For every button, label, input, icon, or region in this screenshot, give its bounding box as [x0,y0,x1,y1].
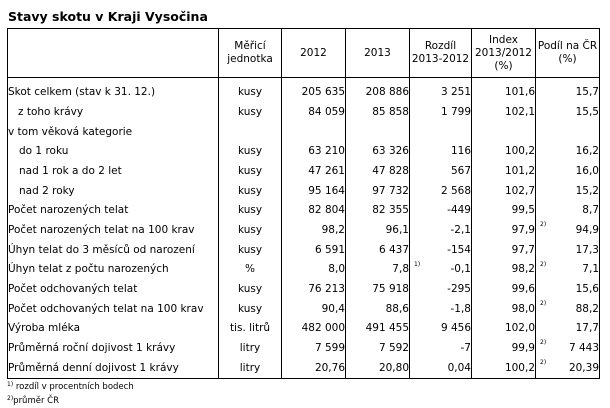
row-name [8,181,219,201]
row-share-text: 17,3 [575,243,599,256]
row-name [8,319,219,339]
row-value-2013 [346,200,410,220]
row-diff-text: 567 [450,164,471,177]
header-unit: Měřicí jednotka [219,29,282,78]
row-value-2012 [282,102,346,122]
row-value-2012-text: 63 210 [308,145,345,158]
row-diff-text: -1,8 [450,302,471,315]
table-row [8,161,600,181]
row-share [536,141,600,161]
row-value-2012 [282,200,346,220]
row-value-2012 [282,240,346,260]
row-name [8,122,219,142]
row-value-2012 [282,260,346,280]
header-index: Index 2013/2012 (%) [472,29,536,78]
row-value-2012-text: 8,0 [328,263,345,276]
row-value-2012 [282,338,346,358]
row-unit [219,240,282,260]
row-value-2012-text: 20,76 [314,361,345,374]
table-row [8,220,600,240]
row-unit [219,78,282,103]
footnote-mark: 2) [540,299,547,307]
row-index-text: 101,6 [504,86,535,98]
row-name-text: Výroba mléka [8,322,80,335]
row-index [472,200,536,220]
row-diff-text: -449 [447,204,471,217]
row-value-2012 [282,319,346,339]
row-value-2013 [346,260,410,280]
row-unit [219,220,282,240]
row-name-text: Úhyn telat z počtu narozených [8,263,169,276]
row-index-text: 102,7 [504,184,535,197]
row-name-text: nad 2 roky [19,184,75,197]
row-value-2013-text: 85 858 [372,105,409,118]
row-share-text: 15,6 [575,283,599,296]
row-index-text: 102,0 [504,322,535,335]
row-unit [219,200,282,220]
header-name [8,29,219,78]
table-row [8,279,600,299]
row-share-text: 7 443 [568,342,599,355]
header-diff: Rozdíl 2013-2012 [410,29,472,78]
row-value-2013 [346,240,410,260]
row-diff [410,200,472,220]
row-index [472,141,536,161]
table-row [8,102,600,122]
row-value-2013-text: 208 886 [365,86,409,98]
row-share [536,338,600,358]
row-value-2013 [346,338,410,358]
row-diff-text: 9 456 [440,322,471,335]
row-name-text: Skot celkem (stav k 31. 12.) [8,86,156,98]
row-share [536,279,600,299]
row-value-2012 [282,122,346,142]
table-body [8,78,600,379]
row-diff [410,358,472,378]
row-value-2012 [282,78,346,103]
row-value-2013-text: 7,8 [392,263,409,276]
row-diff [410,141,472,161]
table-row [8,78,600,103]
row-unit-text: % [245,263,255,276]
footnote-mark: 2) [540,358,547,366]
row-name-text: v tom věková kategorie [8,125,133,138]
row-unit-text: litry [239,361,261,374]
row-name-text: z toho krávy [18,105,84,118]
row-value-2013-text: 75 918 [372,283,409,296]
row-index [472,78,536,103]
row-value-2012-text: 47 261 [308,164,345,177]
row-diff-text: -295 [447,283,471,296]
row-name [8,200,219,220]
row-share [536,161,600,181]
row-index [472,279,536,299]
row-share [536,122,600,142]
row-diff-text: 0,04 [447,361,471,374]
row-name [8,220,219,240]
row-value-2013-text: 97 732 [372,184,409,197]
footnote-mark: 2) [540,260,547,268]
row-unit [219,181,282,201]
row-index [472,338,536,358]
row-name-text: nad 1 rok a do 2 let [19,164,122,177]
row-index-text: 98,2 [511,263,535,276]
row-value-2013 [346,161,410,181]
row-value-2013 [346,358,410,378]
row-index-text: 100,2 [504,145,535,158]
row-index [472,240,536,260]
row-share-text: 15,7 [575,86,599,98]
row-unit [219,358,282,378]
row-index [472,161,536,181]
row-name-text: do 1 roku [19,145,69,158]
row-share-text: 15,5 [575,105,599,118]
row-index [472,102,536,122]
row-name [8,102,219,122]
row-value-2012-text: 95 164 [308,184,345,197]
row-share-text: 88,2 [575,302,599,315]
row-index-text: 98,0 [511,302,535,315]
row-value-2012 [282,299,346,319]
row-share-text: 20,39 [568,361,599,374]
row-share [536,358,600,378]
table-row [8,338,600,358]
row-value-2012 [282,161,346,181]
row-unit [219,122,282,142]
row-unit-text: kusy [237,223,263,236]
row-value-2013-text: 63 326 [372,145,409,158]
row-diff [410,220,472,240]
row-value-2012-text: 84 059 [308,105,345,118]
row-value-2013 [346,78,410,103]
row-index-text: 97,9 [511,223,535,236]
row-value-2013-text: 96,1 [385,223,409,236]
row-value-2012-text: 6 591 [314,243,345,256]
row-name [8,161,219,181]
row-share-text: 16,2 [575,145,599,158]
row-share [536,299,600,319]
row-diff-text: 116 [450,145,471,158]
row-diff [410,181,472,201]
footnote-mark: 1) [414,260,421,268]
table-row [8,200,600,220]
row-name-text: Úhyn telat do 3 měsíců od narození [8,243,195,256]
row-share [536,102,600,122]
row-unit-text: kusy [237,105,263,118]
row-name-text: Počet odchovaných telat na 100 krav [8,302,204,315]
row-unit-text: kusy [237,204,263,217]
footnotes [7,379,134,407]
row-unit [219,141,282,161]
row-diff-text: 2 568 [440,184,471,197]
row-value-2012-text: 90,4 [321,302,345,315]
row-diff-text: -7 [460,342,471,355]
row-share-text: 15,2 [575,184,599,197]
footnote-mark: 2) [540,339,547,347]
row-unit [219,102,282,122]
row-value-2012-text: 482 000 [301,322,345,335]
footnote-2: $^{2)}$průměr ČR [7,395,59,406]
row-index-text: 101,2 [504,164,535,177]
table-row [8,319,600,339]
row-unit [219,161,282,181]
row-value-2013-text: 491 455 [365,322,409,335]
row-diff [410,279,472,299]
row-name-text: Průměrná denní dojivost 1 krávy [8,361,179,374]
footnote-mark: 2) [540,221,547,229]
row-value-2012 [282,141,346,161]
row-unit-text: litry [239,342,261,355]
row-value-2013-text: 7 592 [378,342,409,355]
table-row [8,122,600,142]
row-value-2012 [282,220,346,240]
row-diff-text: -154 [447,243,471,256]
header-row [8,29,600,78]
row-share [536,319,600,339]
row-share-text: 17,7 [575,322,599,335]
row-name [8,240,219,260]
row-index-text: 99,6 [511,283,535,296]
row-index [472,220,536,240]
row-diff [410,78,472,103]
row-unit-text: tis. litrů [229,322,271,335]
row-index-text: 97,7 [511,243,535,256]
row-name-text: Počet narozených telat [8,204,129,217]
row-value-2013 [346,122,410,142]
row-share-text: 7,1 [582,263,599,276]
row-index [472,299,536,319]
row-name-text: Počet narozených telat na 100 krav [8,223,195,236]
row-index [472,260,536,280]
row-unit-text: kusy [237,283,263,296]
row-share-text: 94,9 [575,223,599,236]
row-value-2013 [346,299,410,319]
row-index [472,358,536,378]
table-row [8,240,600,260]
row-unit [219,338,282,358]
row-name [8,141,219,161]
header-share: Podíl na ČR (%) [536,29,600,78]
row-unit-text: kusy [237,164,263,177]
row-index-text: 99,5 [511,204,535,217]
row-name [8,338,219,358]
row-value-2012-text: 82 804 [308,204,345,217]
row-diff-text: -0,1 [450,263,471,276]
row-diff [410,122,472,142]
row-value-2012 [282,279,346,299]
row-share [536,260,600,280]
row-value-2012-text: 7 599 [314,342,345,355]
row-diff-text: 3 251 [440,86,471,98]
row-name [8,279,219,299]
row-value-2013-text: 88,6 [385,302,409,315]
table-row [8,141,600,161]
footnote-1: $^{1)}$ rozdíl v procentních bodech [7,381,134,392]
row-index-text: 102,1 [504,105,535,118]
row-name [8,260,219,280]
row-value-2012-text: 205 635 [301,86,345,98]
row-index [472,122,536,142]
row-unit [219,260,282,280]
row-diff [410,161,472,181]
row-value-2012 [282,181,346,201]
table-row [8,260,600,280]
row-unit [219,319,282,339]
row-name [8,78,219,103]
row-name [8,358,219,378]
row-share-text: 16,0 [575,164,599,177]
row-value-2013-text: 6 437 [378,243,409,256]
row-diff [410,260,472,280]
row-share [536,220,600,240]
row-index-text: 100,2 [504,361,535,374]
row-unit [219,299,282,319]
row-value-2013 [346,102,410,122]
row-diff-text: -2,1 [450,223,471,236]
row-diff [410,240,472,260]
row-share [536,200,600,220]
row-value-2013-text: 20,80 [378,361,409,374]
row-name-text: Počet odchovaných telat [8,283,138,296]
row-diff-text: 1 799 [440,105,471,118]
row-name [8,299,219,319]
header-2012: 2012 [282,29,346,78]
row-value-2013 [346,319,410,339]
row-diff [410,319,472,339]
row-value-2013 [346,279,410,299]
row-value-2012-text: 76 213 [308,283,345,296]
table-row [8,299,600,319]
cattle-table [7,28,600,379]
row-value-2012-text: 98,2 [321,223,345,236]
row-unit [219,279,282,299]
row-diff [410,102,472,122]
row-value-2013-text: 82 355 [372,204,409,217]
table-row [8,358,600,378]
row-name-text: Průměrná roční dojivost 1 krávy [8,342,176,355]
row-share-text: 8,7 [582,204,599,217]
table-title: Stavy skotu v Kraji Vysočina [8,9,208,24]
header-2013: 2013 [346,29,410,78]
row-value-2012 [282,358,346,378]
row-index [472,319,536,339]
row-unit-text: kusy [237,243,263,256]
row-unit-text: kusy [237,302,263,315]
row-share [536,240,600,260]
row-value-2013-text: 47 828 [372,164,409,177]
row-unit-text: kusy [237,86,263,98]
row-index-text: 99,9 [511,342,535,355]
row-value-2013 [346,220,410,240]
row-diff [410,299,472,319]
table-row [8,181,600,201]
row-value-2013 [346,141,410,161]
row-share [536,181,600,201]
row-unit-text: kusy [237,145,263,158]
row-index [472,181,536,201]
row-unit-text: kusy [237,184,263,197]
row-share [536,78,600,103]
row-diff [410,338,472,358]
row-value-2013 [346,181,410,201]
